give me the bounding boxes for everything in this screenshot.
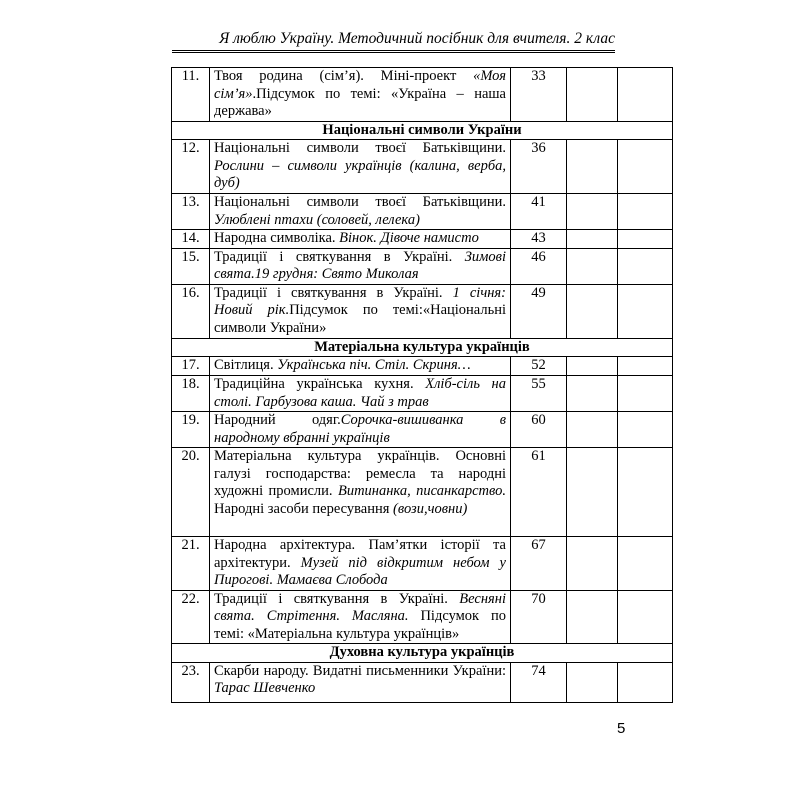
- lesson-title-text: Традиції і святкування в Україні.: [214, 248, 465, 265]
- lesson-number: 21.: [172, 537, 210, 591]
- page-ref: 74: [511, 662, 567, 702]
- empty-cell: [567, 230, 618, 249]
- lesson-title: [210, 68, 511, 122]
- lesson-title-text: Народний одяг.: [214, 412, 341, 428]
- table-row: [172, 412, 673, 448]
- lesson-title: [210, 140, 511, 194]
- lesson-number: 11.: [172, 68, 210, 122]
- empty-cell: [618, 376, 673, 412]
- contents-table: [171, 67, 673, 703]
- lesson-title: [210, 230, 511, 249]
- table-row: [172, 357, 673, 376]
- empty-cell: [618, 537, 673, 591]
- page-ref: 55: [511, 376, 567, 412]
- lesson-title-italic-text: Музей під відкритим небом у Пирогові. Мамаєва Слобода: [214, 554, 506, 588]
- page-ref: 43: [511, 230, 567, 249]
- table-row: [172, 537, 673, 591]
- empty-cell: [567, 412, 618, 448]
- table-row: [172, 140, 673, 194]
- lesson-title: [210, 448, 511, 537]
- table-row: [172, 194, 673, 230]
- table-row: [172, 376, 673, 412]
- lesson-number: 12.: [172, 140, 210, 194]
- lesson-title-italic-text: «Моя сім’я»: [214, 68, 506, 102]
- section-heading: Матеріальна культура українців: [172, 338, 673, 357]
- empty-cell: [567, 357, 618, 376]
- lesson-title-text: Народні засоби пересування: [214, 500, 394, 517]
- empty-cell: [567, 68, 618, 122]
- lesson-title: [210, 537, 511, 591]
- lesson-number: 16.: [172, 284, 210, 338]
- lesson-number: 13.: [172, 194, 210, 230]
- lesson-title-text: Традиції і святкування в Україні.: [214, 590, 460, 607]
- lesson-title-italic-text: Тарас Шевченко: [214, 680, 316, 696]
- table-row: [172, 448, 673, 537]
- empty-cell: [618, 357, 673, 376]
- header-rule: [172, 50, 615, 53]
- section-heading: Духовна культура українців: [172, 644, 673, 663]
- lesson-title-italic-text: 1 січня: Новий рік.: [214, 284, 506, 318]
- page-ref: 60: [511, 412, 567, 448]
- lesson-title-italic-text: Українська піч. Стіл. Скриня…: [277, 357, 471, 373]
- empty-cell: [567, 248, 618, 284]
- lesson-title: [210, 662, 511, 702]
- lesson-title-text: Підсумок по темі:«Національні символи України»: [214, 302, 507, 336]
- empty-cell: [618, 230, 673, 249]
- empty-cell: [567, 537, 618, 591]
- empty-cell: [618, 68, 673, 122]
- empty-cell: [567, 194, 618, 230]
- lesson-number: 18.: [172, 376, 210, 412]
- lesson-number: 17.: [172, 357, 210, 376]
- page-ref: 70: [511, 590, 567, 644]
- lesson-number: 15.: [172, 248, 210, 284]
- page-ref: 61: [511, 448, 567, 537]
- section-heading: Національні символи України: [172, 121, 673, 140]
- lesson-title: [210, 590, 511, 644]
- empty-cell: [567, 376, 618, 412]
- lesson-title-text: Національні символи твоєї Батьківщини.: [214, 194, 506, 210]
- empty-cell: [618, 590, 673, 644]
- table-row: [172, 230, 673, 249]
- lesson-title-text: Підсумок по темі: «Матеріальна культура українців»: [214, 608, 506, 642]
- lesson-title: [210, 376, 511, 412]
- table-row: [172, 662, 673, 702]
- lesson-title-italic-text: Рослини – символи українців (калина, верба, дуб): [214, 157, 506, 191]
- empty-cell: [618, 448, 673, 537]
- section-heading-row: [172, 121, 673, 140]
- page-ref: 52: [511, 357, 567, 376]
- lesson-number: 20.: [172, 448, 210, 537]
- lesson-title: [210, 357, 511, 376]
- page-ref: 33: [511, 68, 567, 122]
- empty-cell: [567, 284, 618, 338]
- lesson-title-italic-text: Улюблені птахи (соловей, лелека): [214, 211, 420, 228]
- lesson-title-text: Народна символіка.: [214, 230, 340, 246]
- table-row: [172, 284, 673, 338]
- page-ref: 49: [511, 284, 567, 338]
- lesson-title-text: Світлиця.: [214, 357, 278, 373]
- table-row: [172, 590, 673, 644]
- lesson-title-italic-text: Хліб-сіль на столі. Гарбузова каша. Чай з трав: [214, 376, 506, 410]
- lesson-title: [210, 248, 511, 284]
- lesson-number: 14.: [172, 230, 210, 249]
- lesson-title-text: Традиції і святкування в Україні.: [214, 284, 453, 301]
- lesson-number: 23.: [172, 662, 210, 702]
- section-heading-row: [172, 338, 673, 357]
- lesson-title-text: Народна архітектура. Пам’ятки історії та архітектури.: [214, 537, 506, 571]
- lesson-title: [210, 412, 511, 448]
- lesson-title-italic-text: (вози,човни): [393, 500, 468, 517]
- empty-cell: [618, 412, 673, 448]
- lesson-title-text: Скарби народу. Видатні письменники України:: [214, 662, 506, 679]
- contents-table-body: [172, 68, 673, 703]
- lesson-title: [210, 284, 511, 338]
- lesson-title-italic-text: Витинанка, писанкарство.: [337, 483, 506, 499]
- table-row: [172, 248, 673, 284]
- lesson-title-italic-text: Зимові свята.19 грудня: Свято Миколая: [214, 248, 506, 282]
- lesson-title-italic-text: Вінок. Дівоче намисто: [339, 230, 479, 246]
- table-row: [172, 68, 673, 122]
- section-heading-row: [172, 644, 673, 663]
- empty-cell: [567, 140, 618, 194]
- page-ref: 36: [511, 140, 567, 194]
- empty-cell: [618, 248, 673, 284]
- page-ref: 67: [511, 537, 567, 591]
- lesson-title-italic-text: Сорочка-вишиванка в народному вбранні українців: [214, 412, 506, 446]
- lesson-number: 22.: [172, 590, 210, 644]
- page-number: 5: [617, 720, 626, 737]
- running-header: Я люблю Україну. Методичний посібник для вчителя. 2 клас: [219, 30, 615, 47]
- lesson-title-italic-text: Весняні свята. Стрітення. Масляна.: [214, 590, 506, 624]
- empty-cell: [618, 662, 673, 702]
- empty-cell: [567, 662, 618, 702]
- empty-cell: [567, 448, 618, 537]
- lesson-title-text: Традиційна українська кухня.: [214, 376, 426, 392]
- lesson-number: 19.: [172, 412, 210, 448]
- lesson-title-text: Національні символи твоєї Батьківщини.: [214, 140, 506, 156]
- page-ref: 46: [511, 248, 567, 284]
- empty-cell: [618, 140, 673, 194]
- empty-cell: [567, 590, 618, 644]
- page-ref: 41: [511, 194, 567, 230]
- lesson-title-text: .Підсумок по темі: «Україна – наша держава»: [214, 85, 506, 119]
- empty-cell: [618, 284, 673, 338]
- lesson-title-text: Твоя родина (сім’я). Міні-проект: [214, 68, 474, 84]
- lesson-title-text: Матеріальна культура українців. Основні галузі господарства: ремесла та народні художні промисли.: [214, 448, 506, 499]
- lesson-title: [210, 194, 511, 230]
- empty-cell: [618, 194, 673, 230]
